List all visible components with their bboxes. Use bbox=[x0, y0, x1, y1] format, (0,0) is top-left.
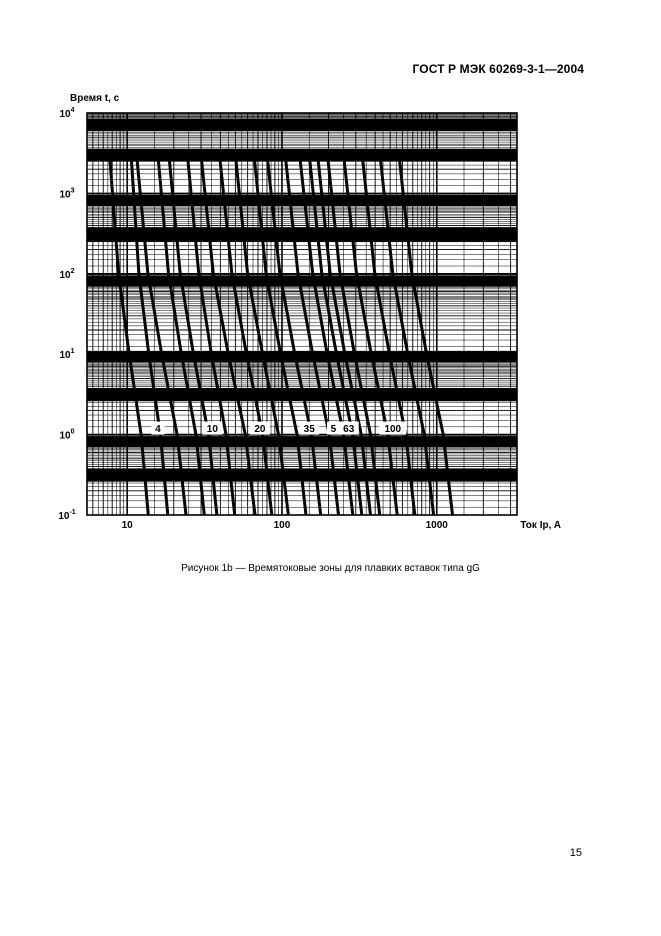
zone-label: 63 bbox=[343, 424, 355, 436]
zone-20-upper-curve bbox=[220, 155, 272, 515]
document-code: ГОСТ Р МЭК 60269-3-1—2004 bbox=[412, 62, 584, 76]
grid-dense-band bbox=[87, 119, 517, 131]
zone-label: 35 bbox=[303, 424, 315, 436]
zone-63-lower-curve bbox=[309, 155, 362, 515]
y-tick-label: $10^0$ bbox=[59, 428, 75, 442]
x-tick-label: 1000 bbox=[425, 520, 448, 531]
grid-dense-band bbox=[87, 149, 517, 162]
grid-dense-band bbox=[87, 195, 517, 206]
grid-dense-band bbox=[87, 227, 517, 242]
zone-label: 20 bbox=[254, 424, 266, 436]
zone-5-lower-curve bbox=[300, 155, 353, 515]
grid-dense-band bbox=[87, 276, 517, 287]
zone-35-upper-curve bbox=[285, 155, 338, 515]
zone-unlabeled-4-upper-curve bbox=[254, 155, 306, 515]
y-tick-label: $10^1$ bbox=[59, 348, 75, 362]
zone-label: 5 bbox=[330, 424, 337, 436]
zone-label: 100 bbox=[384, 424, 402, 436]
zone-63-upper-curve bbox=[328, 155, 380, 515]
x-axis-title: Ток Ip, A bbox=[520, 520, 561, 531]
y-tick-label: $10^2$ bbox=[59, 267, 75, 281]
y-axis-title: Время t, с bbox=[70, 93, 120, 104]
x-tick-label: 100 bbox=[273, 520, 291, 531]
zone-label: 4 bbox=[155, 424, 161, 436]
grid-dense-band bbox=[87, 351, 517, 362]
figure-caption: Рисунок 1b — Времятоковые зоны для плавких вставок типа gG bbox=[181, 563, 480, 574]
chart-curves bbox=[110, 155, 453, 515]
y-tick-label: $10^4$ bbox=[59, 107, 75, 120]
x-tick-label: 10 bbox=[121, 520, 133, 531]
zone-100-upper-curve bbox=[362, 155, 415, 515]
zone-label: 10 bbox=[206, 424, 218, 436]
y-tick-label: $10^3$ bbox=[59, 187, 75, 201]
grid-dense-band bbox=[87, 436, 517, 447]
page-number: 15 bbox=[569, 847, 582, 859]
y-tick-label: $10^{-1}$ bbox=[58, 509, 76, 522]
zone-5-upper-curve bbox=[318, 155, 371, 515]
